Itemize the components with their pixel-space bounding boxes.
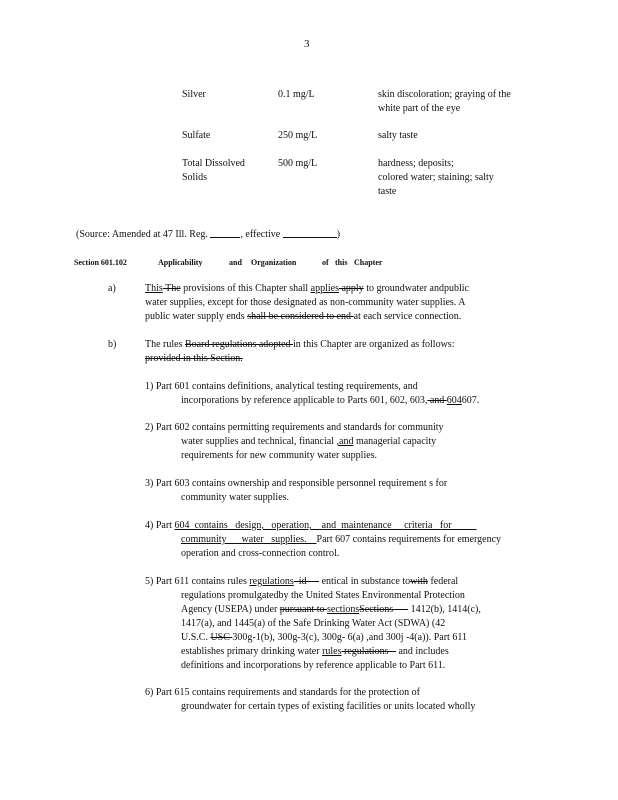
section-title-word: and: [229, 258, 242, 267]
section-title-word: Organization: [251, 258, 297, 267]
section-title-word: this: [335, 258, 348, 267]
source-close: ): [336, 229, 341, 240]
inserted-text: applies: [310, 283, 339, 294]
source-note: [76, 227, 340, 242]
table-row-effect: hardness; deposits;: [378, 158, 454, 169]
para-b-label: b): [108, 339, 117, 350]
para-b-line: [145, 352, 243, 366]
text-run: The rules: [145, 339, 185, 350]
text-run: U.S.C.: [181, 632, 211, 643]
table-row-effect: taste: [378, 186, 397, 197]
table-row-value: 500 mg/L: [278, 158, 318, 169]
inserted-text: community water supplies.: [181, 534, 317, 545]
text-run: incorporations by reference applicable to Parts 601, 602, 603,: [181, 395, 428, 406]
inserted-text: ,and: [336, 436, 354, 447]
section-title-word: Applicability: [158, 258, 203, 267]
deleted-text: id: [293, 576, 320, 587]
text-run: 300g-1(b), 300g-3(c), 300g- 6(a) ,and 300j -4(a)). Part 611: [232, 632, 467, 643]
item-5-line: [145, 575, 458, 589]
item-3-line: 3) Part 603 contains ownership and responsible personnel requirement s for: [145, 478, 448, 489]
table-row-effect: salty taste: [378, 130, 418, 141]
item-2-line: [181, 435, 436, 449]
deleted-text: Board regulations adopted: [185, 339, 294, 350]
item-2-line: 2) Part 602 contains permitting requirements and standards for community: [145, 422, 444, 433]
inserted-text: regulations: [249, 576, 294, 587]
item-1-line: [181, 394, 479, 408]
item-5-line: 1417(a), and 1445(a) of the Safe Drinking Water Act (SDWA) (42: [181, 618, 446, 629]
deleted-text: regulations: [341, 646, 396, 657]
item-3-line: community water supplies.: [181, 492, 290, 503]
item-6-line: 6) Part 615 contains requirements and standards for the protection of: [145, 687, 420, 698]
blank-line: [283, 227, 337, 238]
text-run: entical in substance to: [319, 576, 411, 587]
table-row-effect: white part of the eye: [378, 103, 461, 114]
section-title-word: of: [322, 258, 329, 267]
deleted-text: and: [427, 395, 447, 406]
deleted-text: shall be considered to end: [247, 311, 354, 322]
text-run: 4) Part: [145, 520, 175, 531]
item-4-line: [145, 519, 477, 533]
item-5-line: [181, 603, 481, 617]
section-number: Section 601.102: [74, 258, 127, 267]
item-2-line: requirements for new community water supplies.: [181, 450, 378, 461]
text-run: federal: [427, 576, 459, 587]
text-run: to groundwater andpublic: [363, 283, 469, 294]
blank-line: [210, 227, 240, 238]
text-run: 607: [461, 395, 477, 406]
table-row-name: Silver: [182, 89, 206, 100]
deleted-text: Sections: [359, 604, 409, 615]
para-a-line: [145, 310, 461, 324]
item-4-line: [181, 533, 501, 547]
deleted-text: provided in this Section.: [145, 353, 243, 364]
text-run: 5) Part 611 contains rules: [145, 576, 250, 587]
item-1-line: 1) Part 601 contains definitions, analytical testing requirements, and: [145, 381, 418, 392]
deleted-text: USC: [210, 632, 233, 643]
text-run: public water supply ends: [145, 311, 248, 322]
text-run: .: [476, 395, 480, 406]
table-row-name: Total Dissolved: [182, 158, 245, 169]
inserted-text: rules: [322, 646, 342, 657]
text-run: provisions of this Chapter shall: [180, 283, 309, 294]
inserted-text: 604 contains design, operation, and maintenance criteria for: [174, 520, 477, 531]
source-text: (Source: Amended at 47 Ill. Reg.: [76, 229, 208, 240]
deleted-text: pursuant to: [279, 604, 328, 615]
item-5-line: regulations promulgatedby the United States Environmental Protection: [181, 590, 465, 601]
item-4-line: operation and cross-connection control.: [181, 548, 340, 559]
text-run: 1412(b), 1414(c),: [408, 604, 481, 615]
inserted-text: 604: [446, 395, 462, 406]
text-run: managerial capacity: [353, 436, 437, 447]
para-b-line: [145, 338, 454, 352]
para-a-label: a): [108, 283, 116, 294]
table-row-effect: colored water; staining; salty: [378, 172, 494, 183]
deleted-text: with: [410, 576, 428, 587]
page-number: 3: [304, 38, 310, 50]
table-row-value: 250 mg/L: [278, 130, 318, 141]
source-effective: , effective: [240, 229, 281, 240]
item-5-line: [181, 631, 467, 645]
text-run: water supplies and technical, financial: [181, 436, 337, 447]
item-5-line: [181, 645, 449, 659]
deleted-text: apply: [338, 283, 364, 294]
text-run: Part 607 contains requirements for emergency: [316, 534, 502, 545]
table-row-value: 0.1 mg/L: [278, 89, 315, 100]
section-title-word: Chapter: [354, 258, 383, 267]
item-6-line: groundwater for certain types of existing facilities or units located wholly: [181, 701, 476, 712]
inserted-text: sections: [327, 604, 360, 615]
text-run: in this Chapter are organized as follows:: [293, 339, 455, 350]
deleted-text: The: [162, 283, 181, 294]
inserted-text: This: [145, 283, 163, 294]
table-row-effect: skin discoloration; graying of the: [378, 89, 511, 100]
para-a-line: [145, 282, 469, 296]
text-run: Agency (USEPA) under: [181, 604, 280, 615]
text-run: and includes: [395, 646, 449, 657]
text-run: at each service connection.: [353, 311, 462, 322]
text-run: establishes primary drinking water: [181, 646, 323, 657]
item-5-line: definitions and incorporations by reference applicable to Part 611.: [181, 660, 446, 671]
table-row-name: Solids: [182, 172, 208, 183]
table-row-name: Sulfate: [182, 130, 211, 141]
para-a-line: water supplies, except for those designated as non-community water supplies. A: [145, 297, 466, 308]
